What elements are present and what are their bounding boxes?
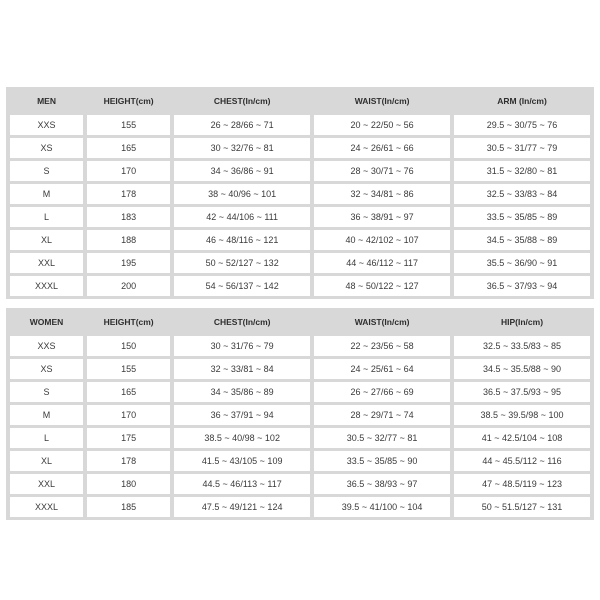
hip-cell: 32.5 ~ 33.5/83 ~ 85	[454, 336, 590, 356]
size-cell: XXXL	[10, 276, 83, 296]
hip-cell: 44 ~ 45.5/112 ~ 116	[454, 451, 590, 471]
table-row	[10, 161, 590, 181]
chest-cell: 54 ~ 56/137 ~ 142	[174, 276, 310, 296]
hip-cell: 50 ~ 51.5/127 ~ 131	[454, 497, 590, 517]
women-header-chest: CHEST(In/cm)	[213, 317, 271, 327]
chest-cell: 41.5 ~ 43/105 ~ 109	[174, 451, 310, 471]
waist-cell: 39.5 ~ 41/100 ~ 104	[314, 497, 450, 517]
height-cell: 195	[87, 253, 170, 273]
size-cell: M	[10, 405, 83, 425]
arm-cell: 33.5 ~ 35/85 ~ 89	[454, 207, 590, 227]
height-cell: 183	[87, 207, 170, 227]
chest-cell: 44.5 ~ 46/113 ~ 117	[174, 474, 310, 494]
waist-cell: 30.5 ~ 32/77 ~ 81	[314, 428, 450, 448]
chest-cell: 38 ~ 40/96 ~ 101	[174, 184, 310, 204]
table-row	[10, 253, 590, 273]
arm-cell: 30.5 ~ 31/77 ~ 79	[454, 138, 590, 158]
height-cell: 150	[87, 336, 170, 356]
chest-cell: 36 ~ 37/91 ~ 94	[174, 405, 310, 425]
men-header-waist: WAIST(In/cm)	[354, 96, 410, 106]
size-cell: L	[10, 428, 83, 448]
height-cell: 175	[87, 428, 170, 448]
height-cell: 178	[87, 451, 170, 471]
arm-cell: 35.5 ~ 36/90 ~ 91	[454, 253, 590, 273]
height-cell: 155	[87, 359, 170, 379]
table-row	[10, 336, 590, 356]
women-header-size: WOMEN	[29, 317, 64, 327]
size-cell: L	[10, 207, 83, 227]
table-row	[10, 428, 590, 448]
arm-cell: 32.5 ~ 33/83 ~ 84	[454, 184, 590, 204]
height-cell: 185	[87, 497, 170, 517]
waist-cell: 32 ~ 34/81 ~ 86	[314, 184, 450, 204]
men-header-arm: ARM (In/cm)	[497, 96, 547, 106]
women-header-hip: HIP(In/cm)	[501, 317, 544, 327]
waist-cell: 22 ~ 23/56 ~ 58	[314, 336, 450, 356]
arm-cell: 36.5 ~ 37/93 ~ 94	[454, 276, 590, 296]
table-row	[10, 230, 590, 250]
chest-cell: 38.5 ~ 40/98 ~ 102	[174, 428, 310, 448]
size-cell: XXL	[10, 253, 83, 273]
women-header-waist: WAIST(In/cm)	[354, 317, 410, 327]
waist-cell: 33.5 ~ 35/85 ~ 90	[314, 451, 450, 471]
chest-cell: 26 ~ 28/66 ~ 71	[174, 115, 310, 135]
women-header-row	[10, 311, 590, 333]
chest-cell: 42 ~ 44/106 ~ 111	[174, 207, 310, 227]
waist-cell: 40 ~ 42/102 ~ 107	[314, 230, 450, 250]
table-row	[10, 184, 590, 204]
height-cell: 178	[87, 184, 170, 204]
men-header-height: HEIGHT(cm)	[103, 96, 154, 106]
table-row	[10, 497, 590, 517]
height-cell: 165	[87, 138, 170, 158]
size-cell: S	[10, 382, 83, 402]
men-header-size: MEN	[37, 96, 56, 106]
women-header-height: HEIGHT(cm)	[103, 317, 154, 327]
hip-cell: 38.5 ~ 39.5/98 ~ 100	[454, 405, 590, 425]
table-row	[10, 138, 590, 158]
table-row	[10, 474, 590, 494]
height-cell: 165	[87, 382, 170, 402]
size-cell: XS	[10, 359, 83, 379]
chest-cell: 50 ~ 52/127 ~ 132	[174, 253, 310, 273]
height-cell: 170	[87, 161, 170, 181]
size-cell: XXXL	[10, 497, 83, 517]
waist-cell: 24 ~ 25/61 ~ 64	[314, 359, 450, 379]
waist-cell: 20 ~ 22/50 ~ 56	[314, 115, 450, 135]
size-cell: XXS	[10, 336, 83, 356]
size-cell: XS	[10, 138, 83, 158]
chest-cell: 30 ~ 32/76 ~ 81	[174, 138, 310, 158]
size-cell: XXL	[10, 474, 83, 494]
chest-cell: 46 ~ 48/116 ~ 121	[174, 230, 310, 250]
waist-cell: 36 ~ 38/91 ~ 97	[314, 207, 450, 227]
hip-cell: 41 ~ 42.5/104 ~ 108	[454, 428, 590, 448]
hip-cell: 47 ~ 48.5/119 ~ 123	[454, 474, 590, 494]
height-cell: 200	[87, 276, 170, 296]
waist-cell: 48 ~ 50/122 ~ 127	[314, 276, 450, 296]
waist-cell: 24 ~ 26/61 ~ 66	[314, 138, 450, 158]
arm-cell: 34.5 ~ 35/88 ~ 89	[454, 230, 590, 250]
waist-cell: 36.5 ~ 38/93 ~ 97	[314, 474, 450, 494]
table-row	[10, 115, 590, 135]
waist-cell: 44 ~ 46/112 ~ 117	[314, 253, 450, 273]
table-row	[10, 276, 590, 296]
hip-cell: 34.5 ~ 35.5/88 ~ 90	[454, 359, 590, 379]
waist-cell: 28 ~ 30/71 ~ 76	[314, 161, 450, 181]
height-cell: 180	[87, 474, 170, 494]
table-row	[10, 405, 590, 425]
size-cell: M	[10, 184, 83, 204]
chest-cell: 30 ~ 31/76 ~ 79	[174, 336, 310, 356]
size-cell: XL	[10, 230, 83, 250]
women-size-table	[6, 308, 594, 520]
hip-cell: 36.5 ~ 37.5/93 ~ 95	[454, 382, 590, 402]
chest-cell: 32 ~ 33/81 ~ 84	[174, 359, 310, 379]
men-header-chest: CHEST(In/cm)	[213, 96, 271, 106]
table-row	[10, 207, 590, 227]
chest-cell: 34 ~ 36/86 ~ 91	[174, 161, 310, 181]
size-cell: XXS	[10, 115, 83, 135]
height-cell: 188	[87, 230, 170, 250]
waist-cell: 28 ~ 29/71 ~ 74	[314, 405, 450, 425]
table-row	[10, 359, 590, 379]
men-size-table	[6, 87, 594, 299]
height-cell: 170	[87, 405, 170, 425]
chest-cell: 34 ~ 35/86 ~ 89	[174, 382, 310, 402]
size-cell: S	[10, 161, 83, 181]
waist-cell: 26 ~ 27/66 ~ 69	[314, 382, 450, 402]
arm-cell: 31.5 ~ 32/80 ~ 81	[454, 161, 590, 181]
table-row	[10, 451, 590, 471]
size-cell: XL	[10, 451, 83, 471]
arm-cell: 29.5 ~ 30/75 ~ 76	[454, 115, 590, 135]
table-row	[10, 382, 590, 402]
men-header-row	[10, 90, 590, 112]
chest-cell: 47.5 ~ 49/121 ~ 124	[174, 497, 310, 517]
height-cell: 155	[87, 115, 170, 135]
